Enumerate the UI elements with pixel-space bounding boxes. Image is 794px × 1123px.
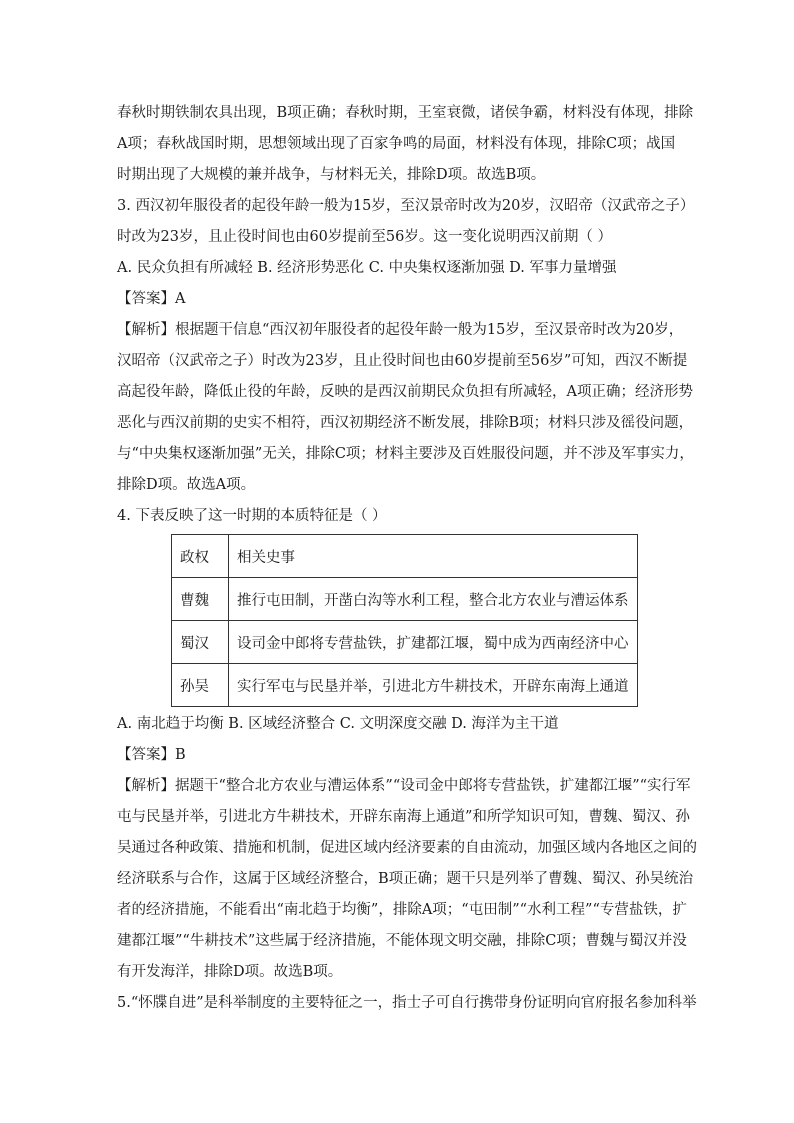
question-3-options: A. 民众负担有所减轻 B. 经济形势恶化 C. 中央集权逐渐加强 D. 军事力量增强 [117, 260, 617, 276]
history-table [171, 534, 638, 707]
question-4-analysis: 建都江堰”“牛耕技术”这些属于经济措施，不能体现文明交融，排除C项；曹魏与蜀汉并没 [117, 933, 687, 949]
question-3-stem: 3. 西汉初年服役者的起役年龄一般为15岁，至汉景帝时改为20岁，汉昭帝（汉武帝之子） [117, 198, 695, 214]
question-4-answer: 【答案】B [117, 747, 186, 763]
question-4-analysis: 有开发海洋，排除D项。故选B项。 [117, 964, 343, 980]
question-4-analysis: 【解析】据题干“整合北方农业与漕运体系”“设司金中郎将专营盐铁，扩建都江堰”“实行军 [117, 778, 691, 794]
table-cell: 相关史事 [229, 535, 638, 578]
question-4-analysis: 吴通过各种政策、措施和机制，促进区域内经济要素的自由流动，加强区域内各地区之间的 [117, 840, 697, 856]
question-3-analysis: 恶化与西汉前期的史实不相符，西汉初期经济不断发展，排除B项；材料只涉及徭役问题， [117, 415, 694, 431]
table-cell: 设司金中郎将专营盐铁，扩建都江堰，蜀中成为西南经济中心 [229, 621, 638, 664]
question-4-stem: 4. 下表反映了这一时期的本质特征是（ ） [117, 508, 387, 524]
table-cell: 政权 [172, 535, 229, 578]
table-cell: 推行屯田制，开凿白沟等水利工程，整合北方农业与漕运体系 [229, 578, 638, 621]
table-row [172, 664, 638, 707]
question-3-analysis: 【解析】根据题干信息“西汉初年服役者的起役年龄一般为15岁，至汉景帝时改为20岁， [117, 322, 684, 338]
question-4-analysis: 经济联系与合作，这属于区域经济整合，B项正确；题干只是列举了曹魏、蜀汉、孙吴统治 [117, 871, 694, 887]
table-cell: 曹魏 [172, 578, 229, 621]
table-cell: 蜀汉 [172, 621, 229, 664]
table-row [172, 578, 638, 621]
question-5-stem: 5.“怀牒自进”是科举制度的主要特征之一，指士子可自行携带身份证明向官府报名参加科举 [117, 995, 697, 1011]
question-3-answer: 【答案】A [117, 291, 186, 307]
table-cell: 实行军屯与民垦并举，引进北方牛耕技术，开辟东南海上通道 [229, 664, 638, 707]
question-3-analysis: 高起役年龄，降低止役的年龄，反映的是西汉前期民众负担有所减轻，A项正确；经济形势 [117, 384, 693, 400]
question-3-analysis: 排除D项。故选A项。 [117, 477, 256, 493]
text-line: 春秋时期铁制农具出现，B项正确；春秋时期，王室衰微，诸侯争霸，材料没有体现，排除 [117, 105, 694, 121]
table-row [172, 535, 638, 578]
text-line: A项；春秋战国时期，思想领域出现了百家争鸣的局面，材料没有体现，排除C项；战国 [117, 136, 676, 152]
question-3-analysis: 与“中央集权逐渐加强”无关，排除C项；材料主要涉及百姓服役问题，并不涉及军事实力， [117, 446, 694, 462]
question-4-analysis: 者的经济措施，不能看出“南北趋于均衡”，排除A项；“屯田制”“水利工程”“专营盐铁，扩 [117, 902, 687, 918]
question-4-analysis: 屯与民垦并举，引进北方牛耕技术，开辟东南海上通道”和所学知识可知，曹魏、蜀汉、孙 [117, 809, 690, 825]
text-line: 时期出现了大规模的兼并战争，与材料无关，排除D项。故选B项。 [117, 167, 546, 183]
table-cell: 孙吴 [172, 664, 229, 707]
document-page [117, 98, 697, 1019]
question-3-stem: 时改为23岁，且止役时间也由60岁提前至56岁。这一变化说明西汉前期（ ） [117, 229, 612, 245]
question-4-options: A. 南北趋于均衡 B. 区域经济整合 C. 文明深度交融 D. 海洋为主干道 [117, 716, 559, 732]
question-3-analysis: 汉昭帝（汉武帝之子）时改为23岁，且止役时间也由60岁提前至56岁”可知，西汉不断提 [117, 353, 688, 369]
table-row [172, 621, 638, 664]
